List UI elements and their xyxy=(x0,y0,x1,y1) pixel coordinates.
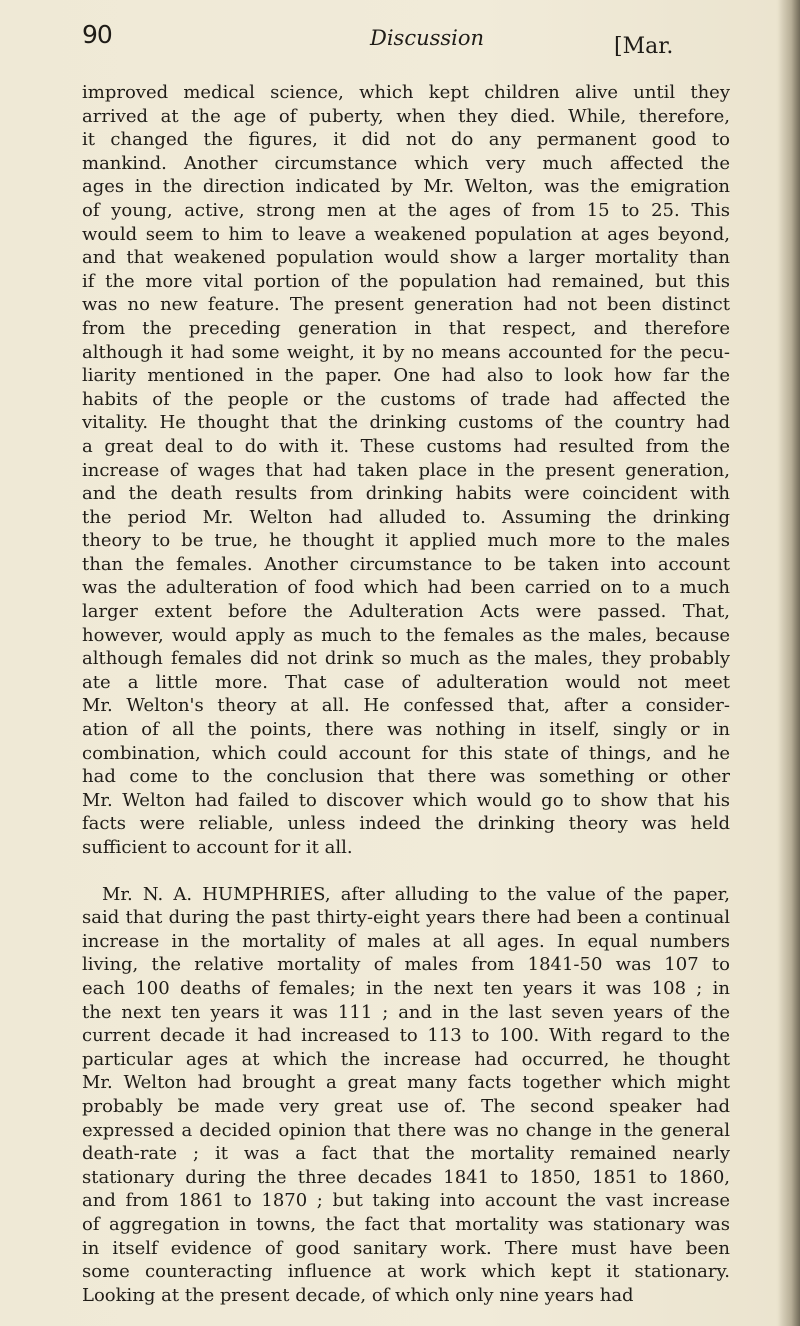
text-line: of aggregation in towns, the fact that mortality was stationary was xyxy=(82,1213,730,1235)
text-line: than the females. Another circumstance to be taken into account xyxy=(82,553,730,575)
text-line: although females did not drink so much as the males, they probably xyxy=(82,648,730,670)
text-line: some counteracting influence at work which kept it stationary. xyxy=(82,1261,730,1283)
running-title: Discussion xyxy=(370,26,485,50)
text-line: increase of wages that had taken place in the present generation, xyxy=(82,459,730,481)
text-line: death-rate ; it was a fact that the mortality remained nearly xyxy=(82,1143,730,1165)
section-tag: [Mar. xyxy=(614,34,674,59)
text-line: Looking at the present decade, of which only nine years had xyxy=(82,1284,634,1306)
text-line: ages in the direction indicated by Mr. Welton, was the emigration xyxy=(82,176,730,198)
body-text xyxy=(82,81,730,1307)
text-line: from the preceding generation in that respect, and therefore xyxy=(82,317,730,339)
paragraph-discussion-continued xyxy=(82,81,730,860)
text-line: and that weakened population would show a larger mortality than xyxy=(82,247,730,269)
text-line: a great deal to do with it. These customs had resulted from the xyxy=(82,435,730,457)
text-line: particular ages at which the increase had occurred, he thought xyxy=(82,1048,730,1070)
text-line: current decade it had increased to 113 to 100. With regard to the xyxy=(82,1025,730,1047)
paragraph-gap xyxy=(82,860,730,883)
text-line: ate a little more. That case of adulteration would not meet xyxy=(82,671,730,693)
text-line: Mr. Welton's theory at all. He confessed that, after a consider- xyxy=(82,695,730,717)
text-line: mankind. Another circumstance which very much affected the xyxy=(82,152,730,174)
text-line: facts were reliable, unless indeed the drinking theory was held xyxy=(82,813,730,835)
text-line: although it had some weight, it by no means accounted for the pecu- xyxy=(82,341,730,363)
text-line: the next ten years it was 111 ; and in the last seven years of the xyxy=(82,1001,730,1023)
text-line: was the adulteration of food which had been carried on to a much xyxy=(82,577,730,599)
text-line: however, would apply as much to the females as the males, because xyxy=(82,624,730,646)
text-line: sufficient to account for it all. xyxy=(82,837,353,858)
text-line: habits of the people or the customs of trade had affected the xyxy=(82,388,730,410)
text-line: Mr. N. A. HUMPHRIES, after alluding to the value of the paper, xyxy=(102,883,730,905)
page-number: 90 xyxy=(82,20,112,49)
page-edge-shadow xyxy=(778,0,800,1326)
text-line: probably be made very great use of. The second speaker had xyxy=(82,1095,730,1117)
text-line: vitality. He thought that the drinking customs of the country had xyxy=(82,412,730,434)
text-line: would seem to him to leave a weakened population at ages beyond, xyxy=(82,223,730,245)
paragraph-humphries xyxy=(82,883,730,1308)
text-line: living, the relative mortality of males from 1841-50 was 107 to xyxy=(82,954,730,976)
text-line: and from 1861 to 1870 ; but taking into account the vast increase xyxy=(82,1190,730,1212)
text-line: larger extent before the Adulteration Acts were passed. That, xyxy=(82,601,730,623)
text-line: increase in the mortality of males at all ages. In equal numbers xyxy=(82,930,730,952)
text-line: it changed the figures, it did not do any permanent good to xyxy=(82,129,730,151)
text-line: had come to the conclusion that there was something or other xyxy=(82,766,730,788)
text-line: arrived at the age of puberty, when they died. While, therefore, xyxy=(82,105,730,127)
text-line: in itself evidence of good sanitary work. There must have been xyxy=(82,1237,730,1259)
text-line: Mr. Welton had failed to discover which would go to show that his xyxy=(82,789,730,811)
text-line: was no new feature. The present generation had not been distinct xyxy=(82,294,730,316)
text-line: expressed a decided opinion that there was no change in the general xyxy=(82,1119,730,1141)
text-line: if the more vital portion of the population had remained, but this xyxy=(82,270,730,292)
text-line: Mr. Welton had brought a great many facts together which might xyxy=(82,1072,730,1094)
text-line: said that during the past thirty-eight years there had been a continual xyxy=(82,907,730,929)
text-line: and the death results from drinking habits were coincident with xyxy=(82,483,730,505)
text-line: of young, active, strong men at the ages of from 15 to 25. This xyxy=(82,199,730,221)
page-header xyxy=(82,20,728,70)
text-line: stationary during the three decades 1841 to 1850, 1851 to 1860, xyxy=(82,1166,730,1188)
text-line: the period Mr. Welton had alluded to. Assuming the drinking xyxy=(82,506,730,528)
text-line: ation of all the points, there was nothing in itself, singly or in xyxy=(82,719,730,741)
text-line: each 100 deaths of females; in the next ten years it was 108 ; in xyxy=(82,977,730,999)
text-line: combination, which could account for this state of things, and he xyxy=(82,742,730,764)
text-line: theory to be true, he thought it applied much more to the males xyxy=(82,530,730,552)
text-line: liarity mentioned in the paper. One had also to look how far the xyxy=(82,365,730,387)
text-line: improved medical science, which kept children alive until they xyxy=(82,82,730,103)
